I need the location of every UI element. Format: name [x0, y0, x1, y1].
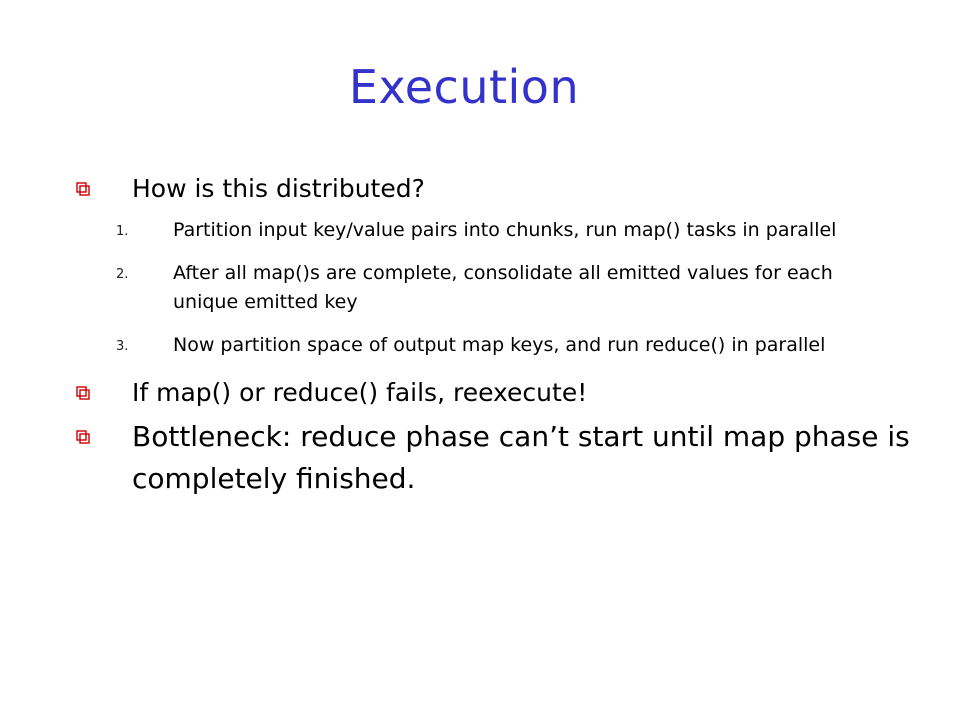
checkbox-square-icon [76, 182, 90, 196]
bullet-item [0, 168, 960, 360]
item-number: 1. [116, 224, 129, 239]
bullet-item [0, 372, 960, 414]
numbered-item [0, 259, 920, 317]
bullet-text: Bottleneck: reduce phase can’t start until map phase is completely finished. [132, 420, 910, 495]
numbered-item [0, 331, 920, 360]
bullet-item [0, 416, 960, 500]
item-text: Partition input key/value pairs into chunks, run map() tasks in parallel [173, 219, 837, 241]
numbered-sub-list [116, 216, 920, 360]
bullet-text: If map() or reduce() fails, reexecute! [132, 378, 588, 407]
item-number: 2. [116, 267, 129, 282]
slide-title: Execution [348, 60, 580, 114]
checkbox-square-icon [76, 430, 90, 444]
numbered-item [0, 216, 920, 245]
bullet-text: How is this distributed? [132, 174, 425, 203]
checkbox-square-icon [76, 386, 90, 400]
item-text: After all map()s are complete, consolidate all emitted values for each unique emitted key [173, 262, 833, 313]
item-number: 3. [116, 339, 129, 354]
item-text: Now partition space of output map keys, and run reduce() in parallel [173, 334, 826, 356]
bullet-list [0, 168, 960, 500]
